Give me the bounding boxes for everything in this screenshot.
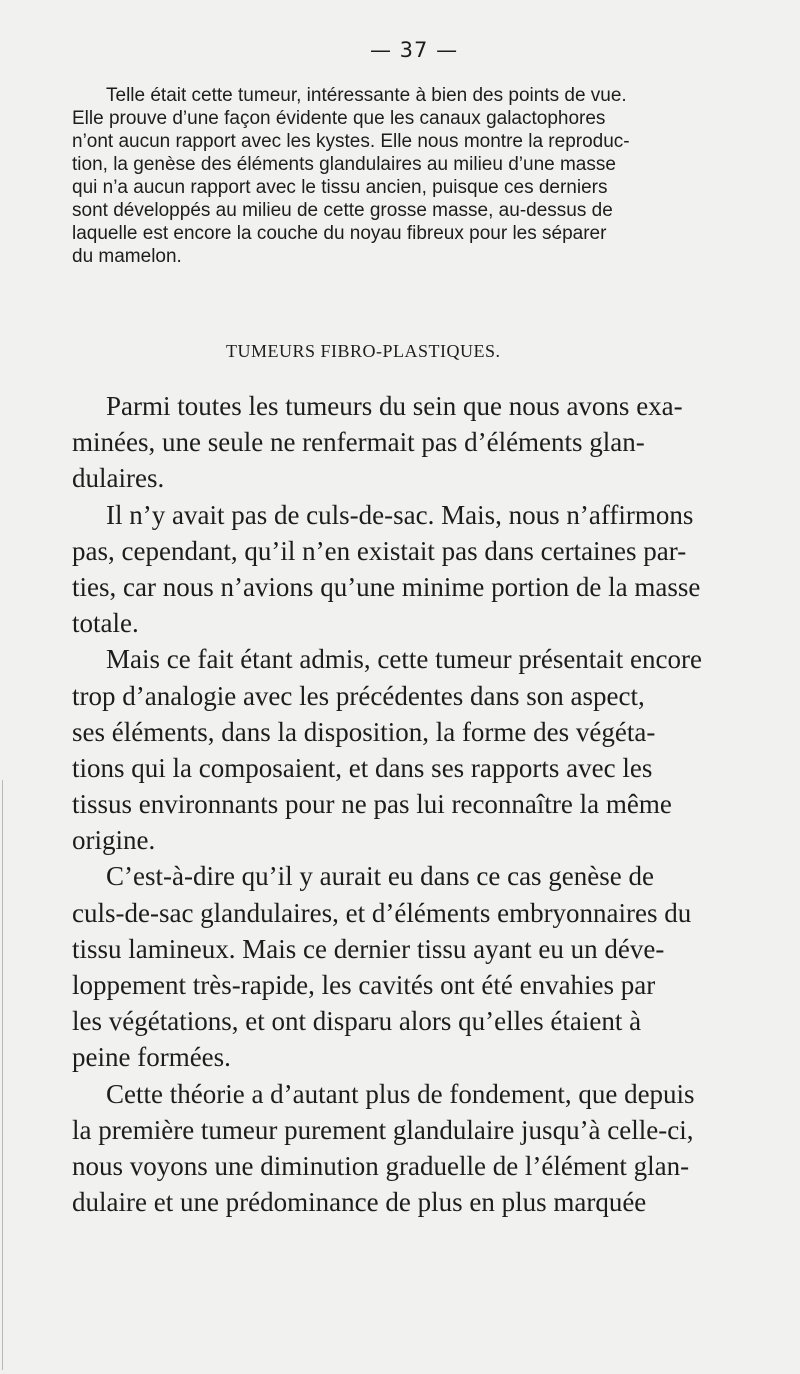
text-line: Telle était cette tumeur, intéressante à bien des points de vue. bbox=[106, 85, 627, 106]
text-line: n’ont aucun rapport avec les kystes. Elle nous montre la reproduc- bbox=[72, 131, 630, 152]
text-line: pas, cependant, qu’il n’en existait pas dans certaines par- bbox=[72, 535, 687, 566]
text-line: Mais ce fait étant admis, cette tumeur présentait encore bbox=[106, 644, 702, 675]
text-line: tion, la genèse des éléments glandulaires au milieu d’une masse bbox=[72, 154, 616, 175]
section-heading: TUMEURS FIBRO-PLASTIQUES. bbox=[226, 341, 501, 361]
text-line: ties, car nous n’avions qu’une minime portion de la masse bbox=[72, 571, 701, 602]
page-number: — 37 — bbox=[370, 38, 459, 62]
text-line: origine. bbox=[72, 825, 156, 856]
text-line: totale. bbox=[72, 608, 139, 639]
text-line: les végétations, et ont disparu alors qu’elles étaient à bbox=[72, 1006, 642, 1037]
text-line: C’est-à-dire qu’il y aurait eu dans ce cas genèse de bbox=[106, 861, 655, 892]
text-line: trop d’analogie avec les précédentes dans son aspect, bbox=[72, 680, 645, 711]
text-line: loppement très-rapide, les cavités ont été envahies par bbox=[72, 970, 656, 1000]
text-line: sont développés au milieu de cette grosse masse, au-dessus de bbox=[72, 200, 613, 221]
text-line: dulaire et une prédominance de plus en plus marquée bbox=[72, 1187, 647, 1218]
text-line: peine formées. bbox=[72, 1042, 231, 1073]
text-line: tions qui la composaient, et dans ses rapports avec les bbox=[72, 752, 653, 783]
text-line: laquelle est encore la couche du noyau fibreux pour les séparer bbox=[72, 223, 607, 244]
text-line: du mamelon. bbox=[72, 246, 182, 267]
text-line: ses éléments, dans la disposition, la forme des végéta- bbox=[72, 716, 656, 747]
text-line: tissu lamineux. Mais ce dernier tissu ayant eu un déve- bbox=[72, 933, 665, 964]
text-line: Cette théorie a d’autant plus de fondement, que depuis bbox=[106, 1078, 695, 1109]
text-line: dulaires. bbox=[72, 463, 165, 494]
text-line: nous voyons une diminution graduelle de l’élément glan- bbox=[72, 1150, 690, 1181]
intro-paragraph bbox=[72, 84, 732, 268]
page-edge-shadow bbox=[2, 780, 3, 1370]
text-line: Elle prouve d’une façon évidente que les canaux galactophores bbox=[72, 108, 606, 129]
main-text bbox=[72, 388, 742, 1220]
text-line: Parmi toutes les tumeurs du sein que nous avons exa- bbox=[106, 391, 683, 421]
text-line: minées, une seule ne renfermait pas d’éléments glan- bbox=[72, 427, 645, 458]
text-line: la première tumeur purement glandulaire jusqu’à celle-ci, bbox=[72, 1114, 694, 1145]
text-line: Il n’y avait pas de culs-de-sac. Mais, nous n’affirmons bbox=[106, 499, 694, 530]
text-line: qui n’a aucun rapport avec le tissu ancien, puisque ces derniers bbox=[72, 177, 608, 198]
text-line: tissus environnants pour ne pas lui reconnaître la même bbox=[72, 789, 672, 820]
text-line: culs-de-sac glandulaires, et d’éléments embryonnaires du bbox=[72, 897, 692, 928]
